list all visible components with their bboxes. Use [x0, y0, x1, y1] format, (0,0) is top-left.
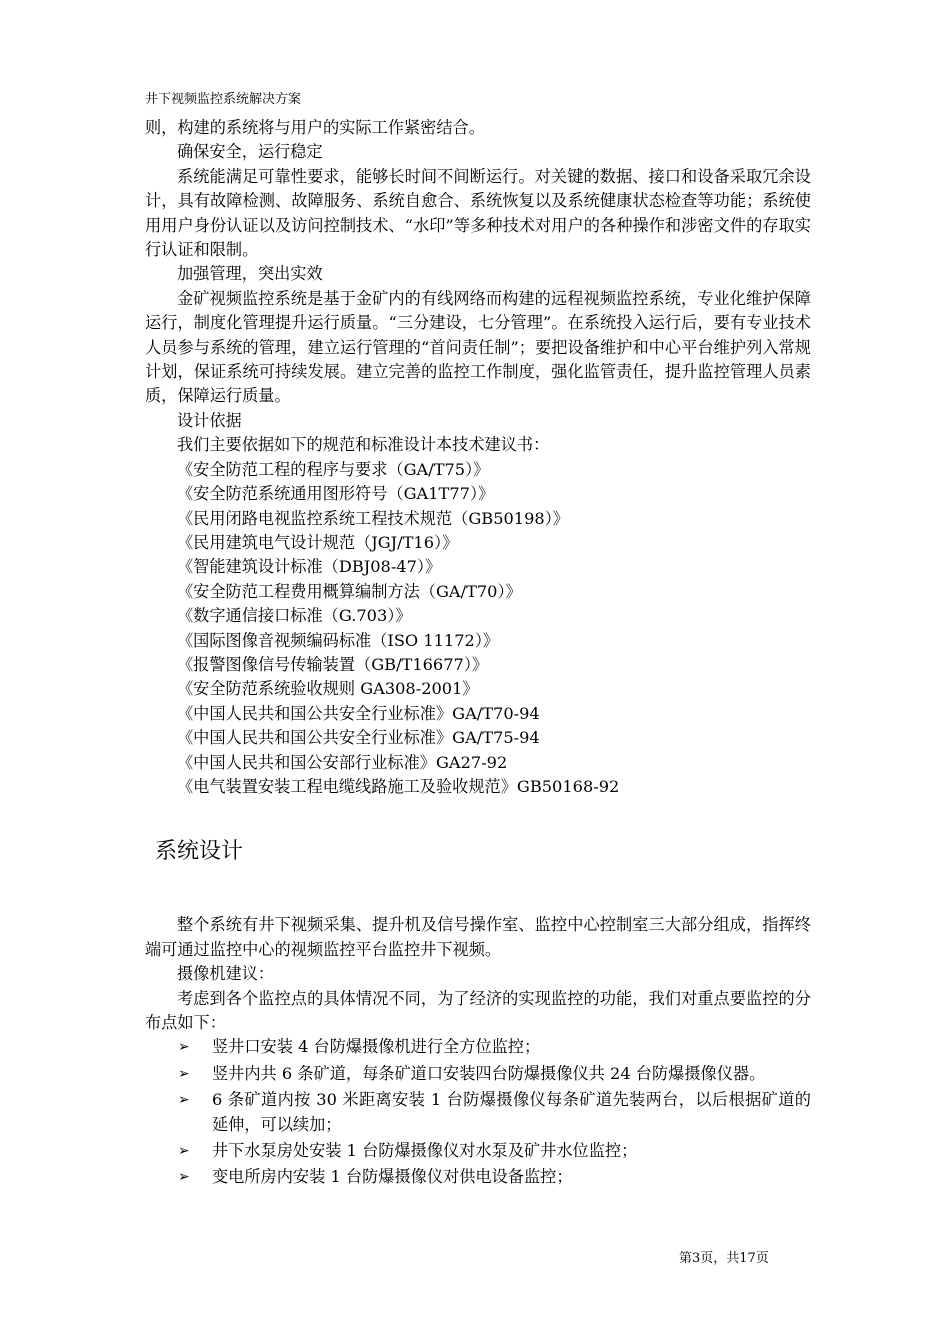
arrow-bullet-icon: ➢: [178, 1039, 190, 1056]
standard-item: 《民用建筑电气设计规范（JGJ/T16）》: [177, 532, 459, 552]
arrow-bullet-icon: ➢: [178, 1169, 190, 1186]
standard-item: 《国际图像音视频编码标准（ISO 11172）》: [177, 630, 500, 650]
bullet-item: [145, 1088, 811, 1137]
bullet-text: 6 条矿道内按 30 米距离安装 1 台防爆摄像仪每条矿道先装两台，以后根据矿道的延伸，可以续加；: [212, 1090, 811, 1134]
paragraph: 考虑到各个监控点的具体情况不同，为了经济的实现监控的功能，我们对重点要监控的分布点如下：: [145, 988, 811, 1032]
paragraph: 整个系统有井下视频采集、提升机及信号操作室、监控中心控制室三大部分组成，指挥终端可通过监控中心的视频监控平台监控井下视频。: [145, 915, 811, 959]
paragraph: 金矿视频监控系统是基于金矿内的有线网络而构建的远程视频监控系统，专业化维护保障运行，制度化管理提升运行质量。“三分建设，七分管理”。在系统投入运行后，要有专业技术人员参与系统的管理，建立运行管理的“首问责任制”；要把设备维护和中心平台维护列入常规计划，保证系统可持续发展。建立完善的监控工作制度，强化监管责任，提升监控管理人员素质，保障运行质量。: [145, 288, 811, 406]
top-paragraphs: [145, 116, 811, 458]
bullet-item: [145, 1062, 811, 1086]
standard-item: 《中国人民共和国公共安全行业标准》GA/T70-94: [177, 703, 540, 723]
standards-list: [145, 458, 811, 800]
standard-item: 《安全防范工程的程序与要求（GA/T75）》: [177, 459, 490, 479]
standard-item: 《民用闭路电视监控系统工程技术规范（GB50198）》: [177, 508, 569, 528]
paragraph: 确保安全，运行稳定: [177, 142, 323, 162]
paragraph: 加强管理，突出实效: [177, 264, 323, 284]
paragraph: 摄像机建议：: [177, 964, 275, 984]
standard-item: 《安全防范工程费用概算编制方法（GA/T70）》: [177, 581, 522, 601]
page-header: 井下视频监控系统解决方案: [145, 92, 302, 107]
bullet-item: [145, 1165, 811, 1189]
page-footer: 第3页，共17页: [679, 1251, 769, 1266]
paragraph: 则，构建的系统将与用户的实际工作紧密结合。: [145, 118, 485, 137]
standard-item: 《安全防范系统验收规则 GA308-2001》: [177, 679, 479, 699]
standard-item: 《智能建筑设计标准（DBJ08-47）》: [177, 557, 442, 577]
standard-item: 《中国人民共和国公共安全行业标准》GA/T75-94: [177, 728, 540, 748]
paragraph: 系统能满足可靠性要求，能够长时间不间断运行。对关键的数据、接口和设备采取冗余设计，具有故障检测、故障服务、系统自愈合、系统恢复以及系统健康状态检查等功能；系统使用用户身份认证以及访问控制技术、“水印”等多种技术对用户的各种操作和涉密文件的存取实行认证和限制。: [145, 166, 811, 260]
arrow-bullet-icon: ➢: [178, 1143, 190, 1160]
standard-item: 《安全防范系统通用图形符号（GA1T77）》: [177, 484, 495, 504]
bottom-paragraphs: [145, 913, 811, 1035]
arrow-bullet-icon: ➢: [178, 1065, 190, 1082]
bullet-item: [145, 1035, 811, 1059]
standard-item: 《报警图像信号传输装置（GB/T16677）》: [177, 654, 489, 674]
arrow-bullet-icon: ➢: [178, 1092, 190, 1109]
document-body: [145, 116, 811, 1192]
standard-item: 《中国人民共和国公安部行业标准》GA27-92: [177, 752, 508, 772]
standard-item: 《电气装置安装工程电缆线路施工及验收规范》GB50168-92: [177, 776, 620, 796]
bullet-text: 竖井口安装 4 台防爆摄像机进行全方位监控；: [212, 1037, 541, 1057]
section-title: 系统设计: [155, 839, 244, 865]
bullet-item: [145, 1139, 811, 1163]
bullet-list: [145, 1035, 811, 1189]
bullet-text: 井下水泵房处安装 1 台防爆摄像仪对水泵及矿井水位监控；: [212, 1141, 638, 1161]
paragraph: 设计依据: [177, 410, 242, 430]
bullet-text: 竖井内共 6 条矿道，每条矿道口安装四台防爆摄像仪共 24 台防爆摄像仪器。: [212, 1063, 766, 1083]
paragraph: 我们主要依据如下的规范和标准设计本技术建议书：: [177, 435, 550, 455]
standard-item: 《数字通信接口标准（G.703）》: [177, 606, 412, 626]
bullet-text: 变电所房内安装 1 台防爆摄像仪对供电设备监控；: [212, 1167, 573, 1187]
